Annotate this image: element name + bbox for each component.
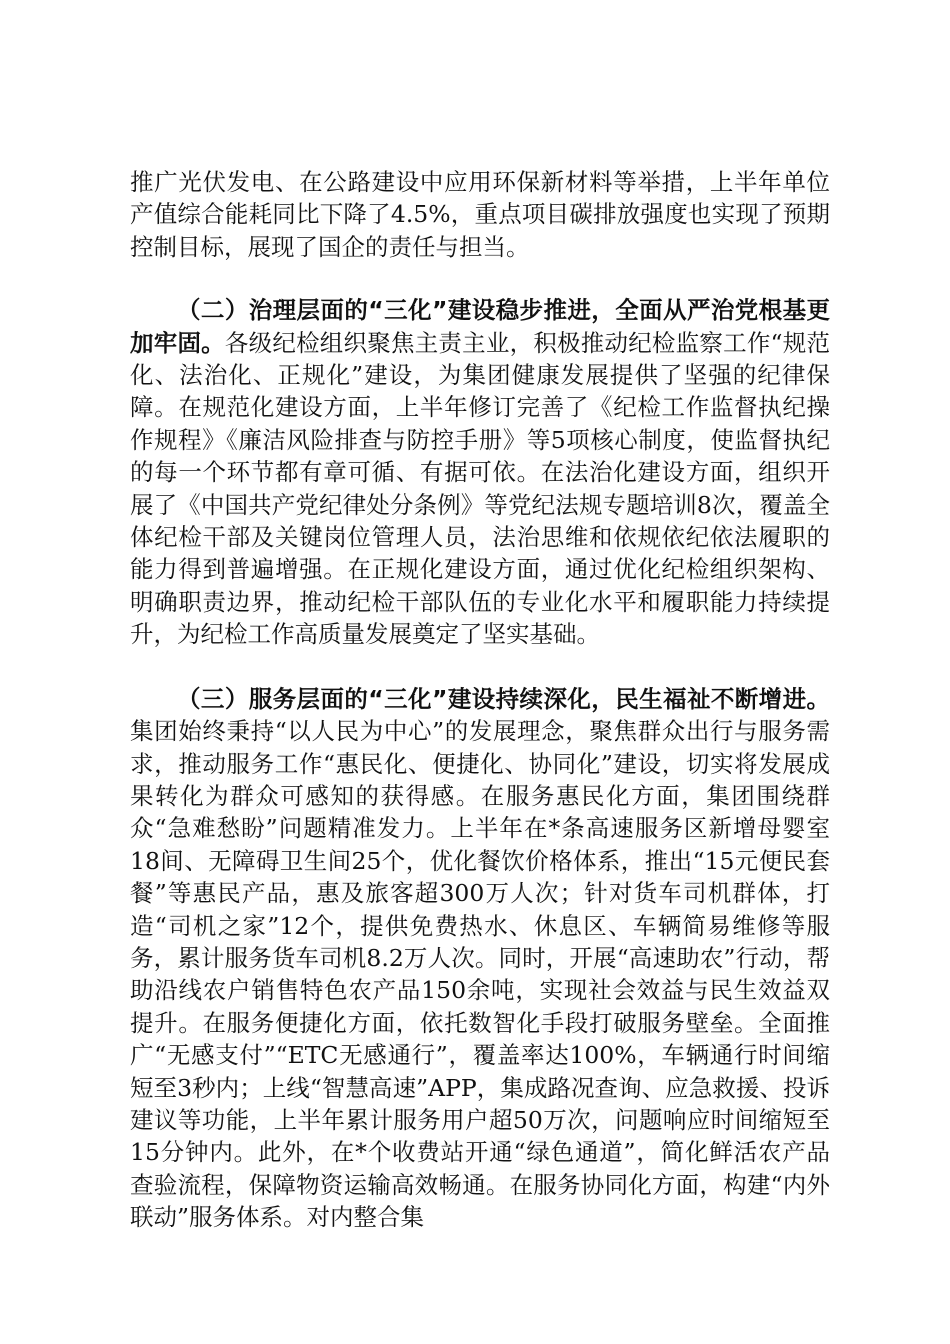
document-page (130, 166, 830, 1234)
section-body-service: 集团始终秉持“以人民为中心”的发展理念，聚焦群众出行与服务需求，推动服务工作“惠民化、便捷化、协同化”建设，切实将发展成果转化为群众可感知的获得感。在服务惠民化方面，集团围绕群众“急难愁盼”问题精准发力。上半年在*条高速服务区新增母婴室18间、无障碍卫生间25个，优化餐饮价格体系，推出“15元便民套餐”等惠民产品，惠及旅客超300万人次；针对货车司机群体，打造“司机之家”12个，提供免费热水、休息区、车辆简易维修等服务，累计服务货车司机8.2万人次。同时，开展“高速助农”行动，帮助沿线农户销售特色农产品150余吨，实现社会效益与民生效益双提升。在服务便捷化方面，依托数智化手段打破服务壁垒。全面推广“无感支付”“ETC无感通行”，覆盖率达100%，车辆通行时间缩短至3秒内；上线“智慧高速”APP，集成路况查询、应急救援、投诉建议等功能，上半年累计服务用户超50万次，问题响应时间缩短至15分钟内。此外，在*个收费站开通“绿色通道”，简化鲜活农产品查验流程，保障物资运输高效畅通。在服务协同化方面，构建“内外联动”服务体系。对内整合集 (130, 717, 830, 1232)
section-heading-governance: （二）治理层面的“三化”建设稳步推进，全面从严治党根基更加牢固。 (130, 296, 830, 357)
section-body-governance: 各级纪检组织聚焦主责主业，积极推动纪检监察工作“规范化、法治化、正规化”建设，为集团健康发展提供了坚强的纪律保障。在规范化建设方面，上半年修订完善了《纪检工作监督执纪操作规程》《廉洁风险排查与防控手册》等5项核心制度，使监督执纪的每一个环节都有章可循、有据可依。在法治化建设方面，组织开展了《中国共产党纪律处分条例》等党纪法规专题培训8次，覆盖全体纪检干部及关键岗位管理人员，法治思维和依规依纪依法履职的能力得到普遍增强。在正规化建设方面，通过优化纪检组织架构、明确职责边界，推动纪检干部队伍的专业化水平和履职能力持续提升，为纪检工作高质量发展奠定了坚实基础。 (130, 328, 831, 649)
paragraph-energy-saving: 推广光伏发电、在公路建设中应用环保新材料等举措，上半年单位产值综合能耗同比下降了4.5%，重点项目碳排放强度也实现了预期控制目标，展现了国企的责任与担当。 (130, 168, 830, 261)
paragraph-governance (130, 294, 830, 650)
paragraph-service (130, 683, 830, 1234)
section-heading-service: （三）服务层面的“三化”建设持续深化，民生福祉不断增进。 (177, 684, 830, 713)
